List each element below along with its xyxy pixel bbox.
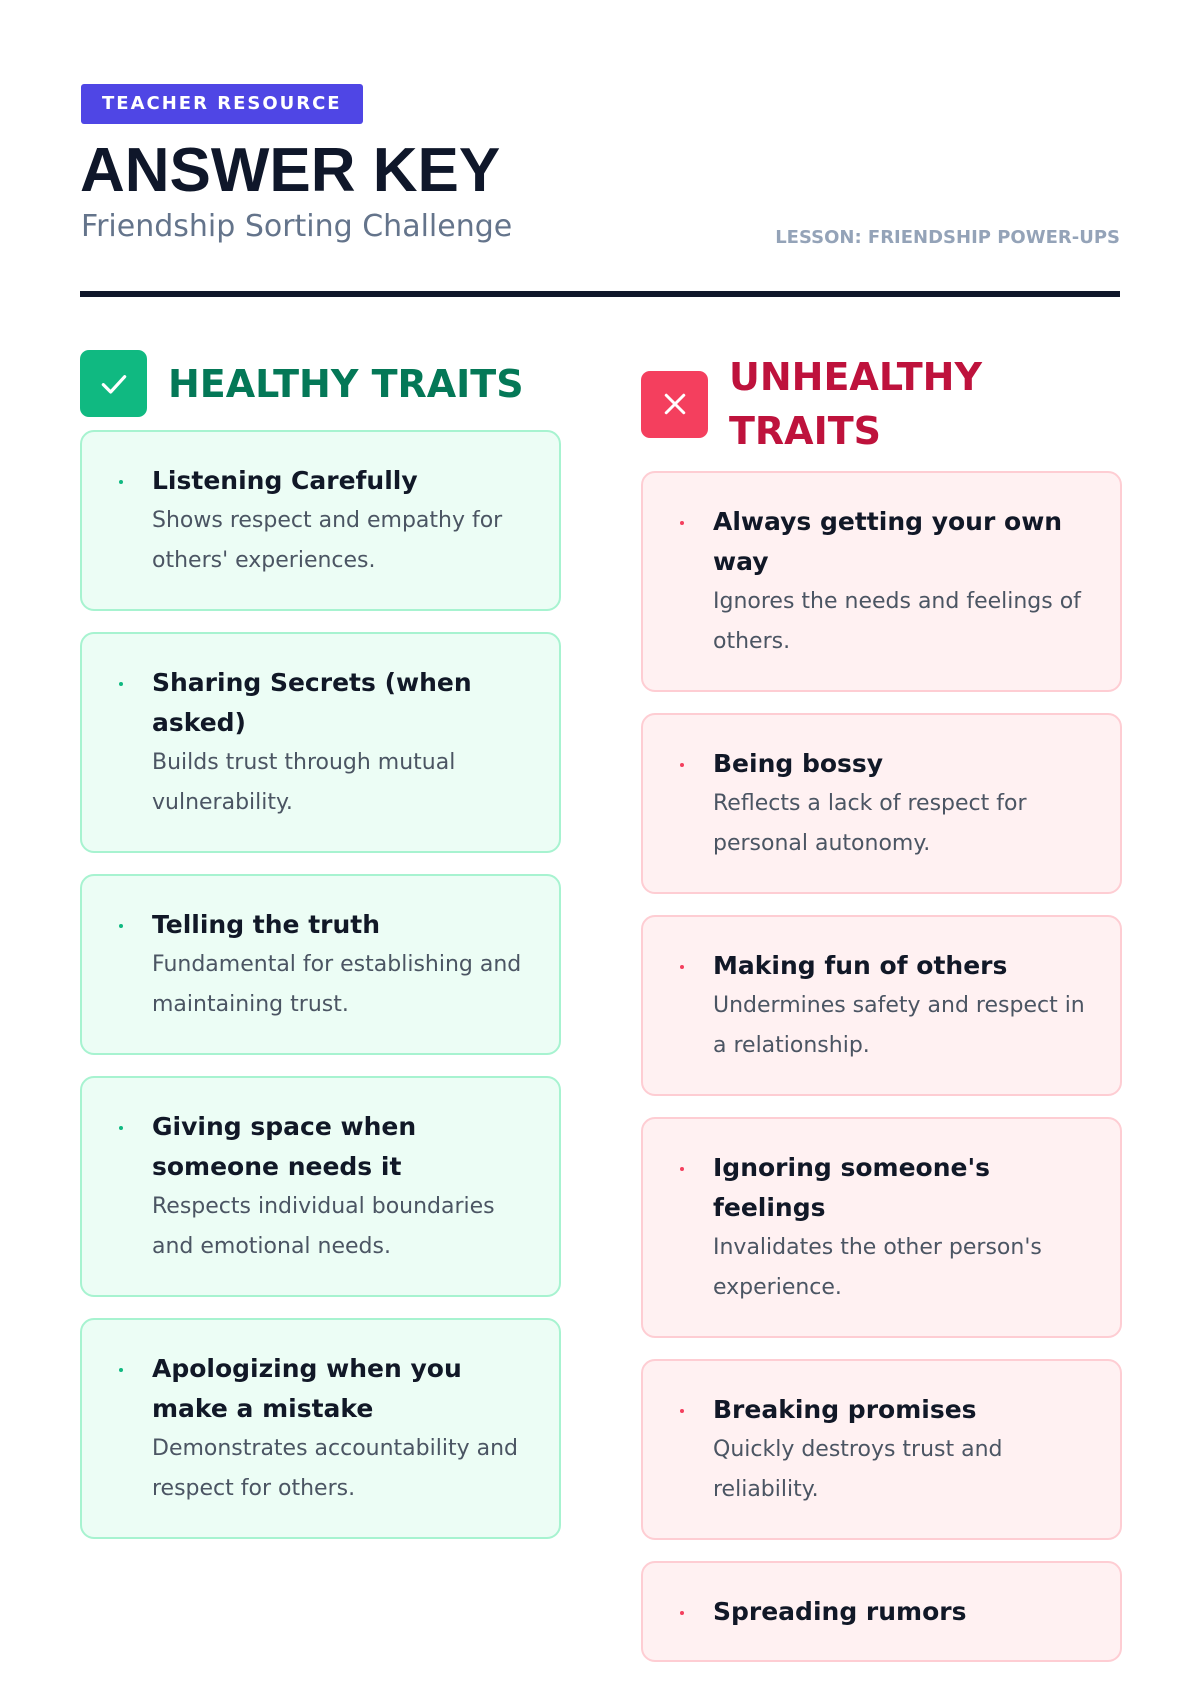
unhealthy-traits-header [641,350,1122,458]
healthy-trait-card [80,1318,561,1539]
header-divider [80,291,1120,297]
checkmark-icon [80,350,147,417]
trait-title: Telling the truth [152,910,381,939]
trait-description: Shows respect and empathy for others' experiences. [152,508,503,573]
lesson-label: LESSON: FRIENDSHIP POWER-UPS [775,227,1120,248]
healthy-trait-card [80,1076,561,1297]
trait-description: Respects individual boundaries and emotional needs. [152,1194,495,1259]
healthy-trait-card [80,430,561,611]
trait-title: Ignoring someone's feelings [713,1153,990,1222]
page-title: ANSWER KEY [80,136,501,205]
bullet-dot-icon [119,924,123,928]
unhealthy-trait-card [641,1561,1122,1662]
trait-description: Undermines safety and respect in a relationship. [713,993,1085,1058]
x-mark-icon [641,371,708,438]
bullet-dot-icon [680,1409,684,1413]
unhealthy-trait-card [641,1359,1122,1540]
trait-description: Invalidates the other person's experience. [713,1235,1042,1300]
unhealthy-traits-column [641,350,1122,1683]
healthy-trait-card [80,632,561,853]
trait-description: Builds trust through mutual vulnerability. [152,750,456,815]
bullet-dot-icon [680,521,684,525]
bullet-dot-icon [119,480,123,484]
trait-description: Reflects a lack of respect for personal autonomy. [713,791,1027,856]
unhealthy-traits-title: UNHEALTHY TRAITS [729,355,982,453]
trait-title: Being bossy [713,749,884,778]
page-subtitle: Friendship Sorting Challenge [81,209,513,244]
trait-title: Apologizing when you make a mistake [152,1354,462,1423]
unhealthy-trait-card [641,1117,1122,1338]
healthy-traits-column [80,350,561,1560]
healthy-traits-header [80,350,561,417]
bullet-dot-icon [680,1167,684,1171]
unhealthy-trait-card [641,713,1122,894]
unhealthy-trait-card [641,471,1122,692]
trait-title: Spreading rumors [713,1597,967,1626]
bullet-dot-icon [680,965,684,969]
bullet-dot-icon [119,1126,123,1130]
trait-description: Demonstrates accountability and respect for others. [152,1436,518,1501]
trait-title: Sharing Secrets (when asked) [152,668,472,737]
healthy-traits-title: HEALTHY TRAITS [168,361,524,406]
trait-description: Quickly destroys trust and reliability. [713,1437,1003,1502]
teacher-resource-badge: TEACHER RESOURCE [81,84,363,124]
trait-title: Listening Carefully [152,466,418,495]
trait-title: Giving space when someone needs it [152,1112,417,1181]
healthy-trait-card [80,874,561,1055]
trait-title: Making fun of others [713,951,1008,980]
bullet-dot-icon [119,682,123,686]
bullet-dot-icon [119,1368,123,1372]
unhealthy-trait-card [641,915,1122,1096]
trait-title: Always getting your own way [713,507,1063,576]
bullet-dot-icon [680,763,684,767]
trait-title: Breaking promises [713,1395,977,1424]
bullet-dot-icon [680,1611,684,1615]
trait-description: Fundamental for establishing and maintaining trust. [152,952,522,1017]
trait-description: Ignores the needs and feelings of others. [713,589,1081,654]
